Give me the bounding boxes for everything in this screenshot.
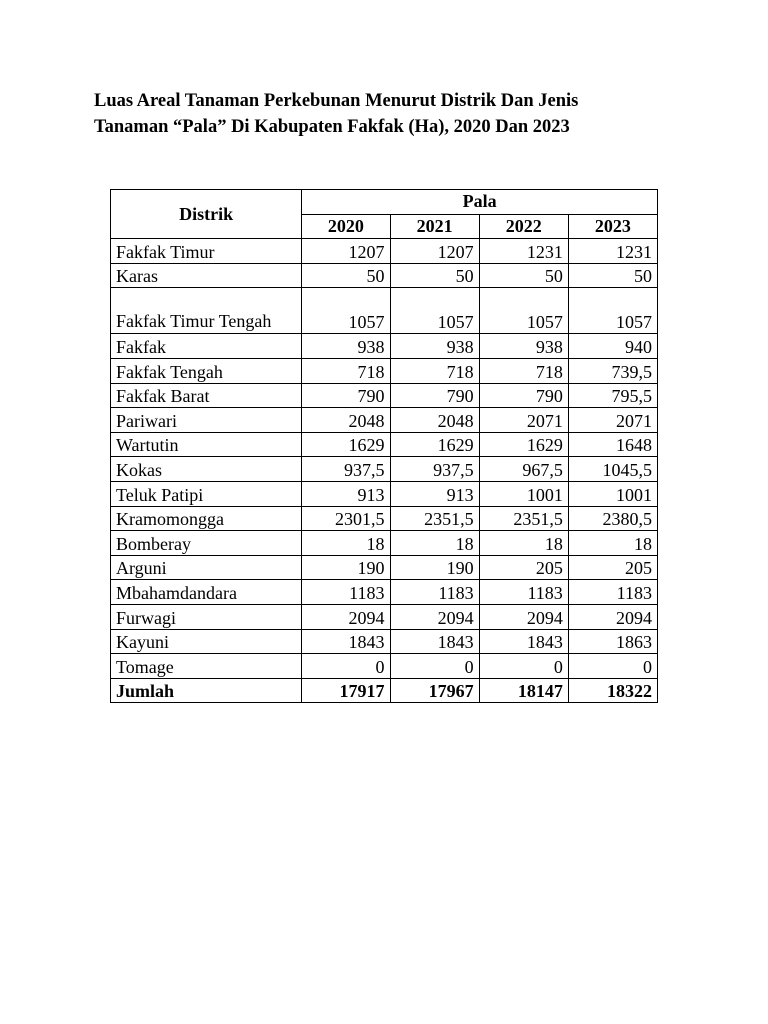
district-name: Bomberay: [111, 531, 302, 556]
table-row: [111, 432, 658, 457]
table-row: [111, 383, 658, 408]
value-cell: 937,5: [390, 457, 479, 482]
table-row: [111, 358, 658, 383]
total-value-2020: 17917: [302, 678, 390, 703]
table-row: [111, 457, 658, 482]
value-cell: 2071: [568, 408, 657, 433]
value-cell: 913: [390, 481, 479, 506]
value-cell: 1843: [302, 629, 390, 654]
value-cell: 2094: [479, 604, 568, 629]
value-cell: 1231: [568, 239, 657, 264]
value-cell: 1843: [479, 629, 568, 654]
value-cell: 1843: [390, 629, 479, 654]
table-row: [111, 555, 658, 580]
table-row: [111, 506, 658, 531]
value-cell: 1648: [568, 432, 657, 457]
value-cell: 50: [302, 263, 390, 288]
value-cell: 205: [479, 555, 568, 580]
value-cell: 1057: [302, 288, 390, 334]
pala-group-header: Pala: [302, 190, 658, 215]
total-value-2021: 17967: [390, 678, 479, 703]
value-cell: 190: [302, 555, 390, 580]
value-cell: 2380,5: [568, 506, 657, 531]
table-row: [111, 654, 658, 679]
value-cell: 1629: [390, 432, 479, 457]
year-header-2020: 2020: [302, 214, 390, 239]
value-cell: 790: [390, 383, 479, 408]
table-row: [111, 288, 658, 334]
value-cell: 1057: [568, 288, 657, 334]
value-cell: 1207: [302, 239, 390, 264]
value-cell: 1183: [479, 580, 568, 605]
value-cell: 18: [302, 531, 390, 556]
value-cell: 790: [302, 383, 390, 408]
document-title: [94, 88, 694, 140]
value-cell: 0: [568, 654, 657, 679]
value-cell: 1001: [568, 481, 657, 506]
district-name: Fakfak: [111, 334, 302, 359]
table-body: [111, 239, 658, 703]
district-name: Fakfak Barat: [111, 383, 302, 408]
district-name: Mbahamdandara: [111, 580, 302, 605]
value-cell: 1045,5: [568, 457, 657, 482]
value-cell: 18: [390, 531, 479, 556]
district-name: Pariwari: [111, 408, 302, 433]
total-value-2023: 18322: [568, 678, 657, 703]
district-name: Fakfak Timur: [111, 239, 302, 264]
year-header-2022: 2022: [479, 214, 568, 239]
value-cell: 1183: [568, 580, 657, 605]
value-cell: 2351,5: [390, 506, 479, 531]
year-header-2021: 2021: [390, 214, 479, 239]
value-cell: 0: [479, 654, 568, 679]
value-cell: 50: [390, 263, 479, 288]
table-row: [111, 531, 658, 556]
table-row: [111, 263, 658, 288]
pala-area-table: [110, 189, 658, 703]
district-name: Kramomongga: [111, 506, 302, 531]
district-name: Kokas: [111, 457, 302, 482]
value-cell: 938: [479, 334, 568, 359]
value-cell: 0: [302, 654, 390, 679]
value-cell: 718: [479, 358, 568, 383]
table-header: [111, 190, 658, 239]
district-name: Karas: [111, 263, 302, 288]
value-cell: 739,5: [568, 358, 657, 383]
district-name: Arguni: [111, 555, 302, 580]
district-name: Fakfak Tengah: [111, 358, 302, 383]
value-cell: 967,5: [479, 457, 568, 482]
district-name: Fakfak Timur Tengah: [111, 288, 302, 334]
value-cell: 937,5: [302, 457, 390, 482]
value-cell: 1231: [479, 239, 568, 264]
district-column-header: Distrik: [111, 190, 302, 239]
value-cell: 18: [479, 531, 568, 556]
value-cell: 1207: [390, 239, 479, 264]
district-name: Tomage: [111, 654, 302, 679]
title-line-2: Tanaman “Pala” Di Kabupaten Fakfak (Ha), 2020 Dan 2023: [94, 117, 570, 137]
value-cell: 1001: [479, 481, 568, 506]
value-cell: 2351,5: [479, 506, 568, 531]
value-cell: 2048: [302, 408, 390, 433]
value-cell: 50: [568, 263, 657, 288]
value-cell: 790: [479, 383, 568, 408]
value-cell: 1629: [479, 432, 568, 457]
value-cell: 2094: [390, 604, 479, 629]
value-cell: 205: [568, 555, 657, 580]
district-name: Furwagi: [111, 604, 302, 629]
year-header-2023: 2023: [568, 214, 657, 239]
value-cell: 2071: [479, 408, 568, 433]
value-cell: 940: [568, 334, 657, 359]
table-row: [111, 334, 658, 359]
header-row-group: [111, 190, 658, 215]
value-cell: 938: [302, 334, 390, 359]
value-cell: 0: [390, 654, 479, 679]
table-row: [111, 580, 658, 605]
table-row: [111, 408, 658, 433]
value-cell: 1183: [390, 580, 479, 605]
title-line-1: Luas Areal Tanaman Perkebunan Menurut Distrik Dan Jenis: [94, 91, 579, 111]
value-cell: 1863: [568, 629, 657, 654]
value-cell: 938: [390, 334, 479, 359]
value-cell: 50: [479, 263, 568, 288]
value-cell: 1629: [302, 432, 390, 457]
table-row: [111, 481, 658, 506]
total-label: Jumlah: [111, 678, 302, 703]
value-cell: 1057: [390, 288, 479, 334]
value-cell: 1057: [479, 288, 568, 334]
value-cell: 1183: [302, 580, 390, 605]
value-cell: 2094: [302, 604, 390, 629]
value-cell: 2301,5: [302, 506, 390, 531]
table-row: [111, 604, 658, 629]
value-cell: 18: [568, 531, 657, 556]
value-cell: 718: [302, 358, 390, 383]
value-cell: 718: [390, 358, 479, 383]
value-cell: 913: [302, 481, 390, 506]
value-cell: 795,5: [568, 383, 657, 408]
district-name: Teluk Patipi: [111, 481, 302, 506]
district-name: Wartutin: [111, 432, 302, 457]
value-cell: 190: [390, 555, 479, 580]
table-row: [111, 629, 658, 654]
total-row: [111, 678, 658, 703]
value-cell: 2048: [390, 408, 479, 433]
district-name: Kayuni: [111, 629, 302, 654]
table-row: [111, 239, 658, 264]
value-cell: 2094: [568, 604, 657, 629]
total-value-2022: 18147: [479, 678, 568, 703]
